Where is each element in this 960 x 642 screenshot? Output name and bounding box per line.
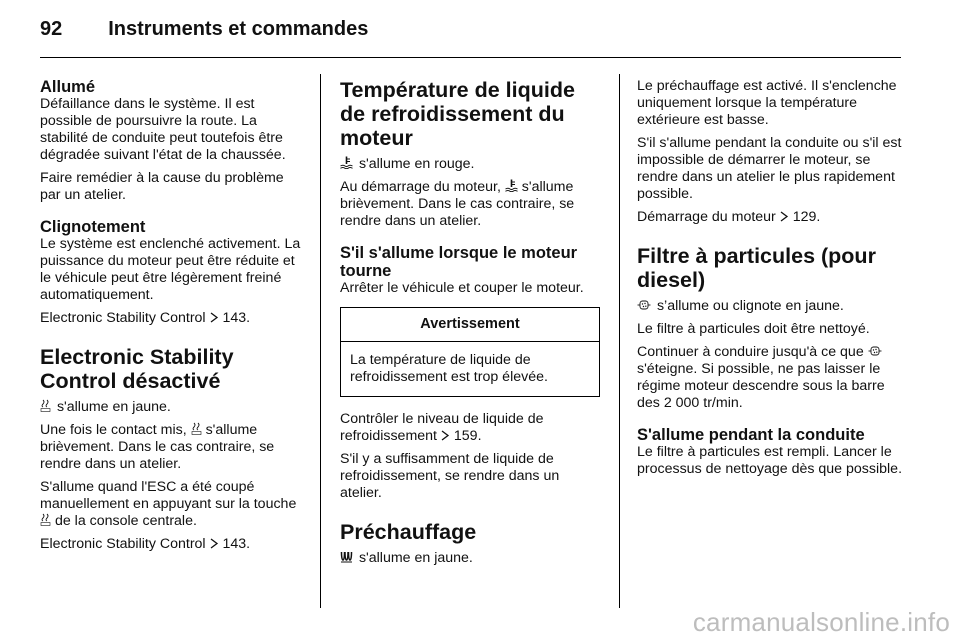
heading-coolant-temperature: Température de liquide de refroidissement du moteur [340, 78, 575, 150]
cross-reference [40, 536, 308, 553]
ref-text: Electronic Stability Control [40, 310, 206, 326]
paragraph: Le filtre à particules est rempli. Lancer le processus de nettoyage dès que possible. [637, 444, 903, 477]
column-1 [40, 78, 308, 553]
paragraph [40, 479, 308, 530]
heading-preheating: Préchauffage [340, 520, 477, 544]
paragraph [40, 399, 308, 416]
coolant-temperature-icon [505, 179, 518, 192]
text: de la console centrale. [54, 513, 197, 529]
text: s'allume en jaune. [56, 399, 171, 415]
paragraph: Le préchauffage est activé. Il s'enclenche uniquement lorsque la température extérieure est basse. [637, 78, 897, 128]
paragraph [340, 550, 602, 567]
paragraph [340, 156, 602, 173]
esc-off-icon [191, 422, 202, 435]
text: s'allume en jaune. [358, 550, 473, 566]
text: s’allume ou clignote en jaune. [656, 298, 844, 314]
ref-text: Electronic Stability Control [40, 536, 206, 552]
cross-reference [340, 411, 602, 445]
paragraph: S'il s'allume pendant la conduite ou s'il est impossible de démarrer le moteur, se rendre dans un atelier le plus rapidement possible. [637, 135, 902, 202]
esc-off-icon [40, 513, 51, 526]
paragraph [40, 422, 308, 473]
cross-reference [40, 310, 308, 327]
paragraph: Défaillance dans le système. Il est possible de poursuivre la route. La stabilité de conduite peut toutefois être dégradée suivant l'état de la chaussée. [40, 96, 286, 163]
column-3 [637, 78, 903, 478]
paragraph: Le système est enclenché activement. La puissance du moteur peut être réduite et le véhicule peut être légèrement freiné automatiquement. [40, 236, 301, 303]
heading-while-driving: S'allume pendant la conduite [637, 426, 865, 444]
heading-allume: Allumé [40, 78, 96, 96]
particle-filter-icon [868, 345, 882, 357]
esc-off-icon [40, 399, 51, 412]
ref-page: 143. [222, 536, 251, 552]
glow-plug-icon [340, 551, 353, 563]
page-number: 92 [40, 18, 63, 40]
column-2 [340, 78, 602, 567]
text: Au démarrage du moteur, [340, 179, 501, 195]
ref-arrow-icon [210, 312, 219, 323]
running-title: Instruments et commandes [108, 18, 369, 40]
cross-reference [637, 209, 903, 226]
ref-arrow-icon [780, 211, 789, 222]
watermark: carmanualsonline.info [692, 607, 950, 637]
heading-if-running: S'il s'allume lorsque le moteur tourne [340, 244, 578, 280]
ref-page: 143. [222, 310, 251, 326]
paragraph [637, 298, 903, 315]
text: Une fois le contact mis, [40, 422, 187, 438]
ref-text: Contrôler le niveau de liquide de refroidissement [340, 411, 544, 444]
ref-arrow-icon [210, 538, 219, 549]
warning-title: Avertissement [341, 308, 599, 342]
particle-filter-icon [637, 299, 651, 311]
header-rule [40, 57, 901, 58]
paragraph: Faire remédier à la cause du problème par un atelier. [40, 170, 284, 203]
text: Continuer à conduire jusqu'à ce que [637, 344, 864, 360]
page-header [40, 18, 368, 48]
warning-box [340, 307, 600, 397]
text: s'allume en rouge. [358, 156, 475, 172]
ref-page: 129. [792, 209, 821, 225]
paragraph: Le filtre à particules doit être nettoyé. [637, 321, 870, 337]
column-divider-1 [320, 74, 321, 608]
heading-particle-filter: Filtre à particules (pour diesel) [637, 244, 876, 292]
ref-text: Démarrage du moteur [637, 209, 776, 225]
text: s'éteigne. Si possible, ne pas laisser le régime moteur descendre sous la barre des 2 000 tr/min. [637, 361, 885, 411]
heading-esc-off: Electronic Stability Control désactivé [40, 345, 234, 393]
heading-clignotement: Clignotement [40, 218, 146, 236]
text: s'allume brièvement. Dans le cas contraire, se rendre dans un atelier. [40, 422, 275, 472]
ref-page: 159. [453, 428, 482, 444]
warning-body: La température de liquide de refroidissement est trop élevée. [350, 352, 548, 385]
ref-arrow-icon [441, 430, 450, 441]
paragraph [340, 179, 602, 230]
paragraph: Arrêter le véhicule et couper le moteur. [340, 280, 584, 296]
text: S'allume quand l'ESC a été coupé manuellement en appuyant sur la touche [40, 479, 297, 512]
text: s'allume brièvement. Dans le cas contraire, se rendre dans un atelier. [340, 179, 575, 229]
coolant-temperature-icon [340, 156, 353, 169]
paragraph [637, 344, 903, 412]
paragraph: S'il y a suffisamment de liquide de refroidissement, se rendre dans un atelier. [340, 451, 560, 501]
column-divider-2 [619, 74, 620, 608]
